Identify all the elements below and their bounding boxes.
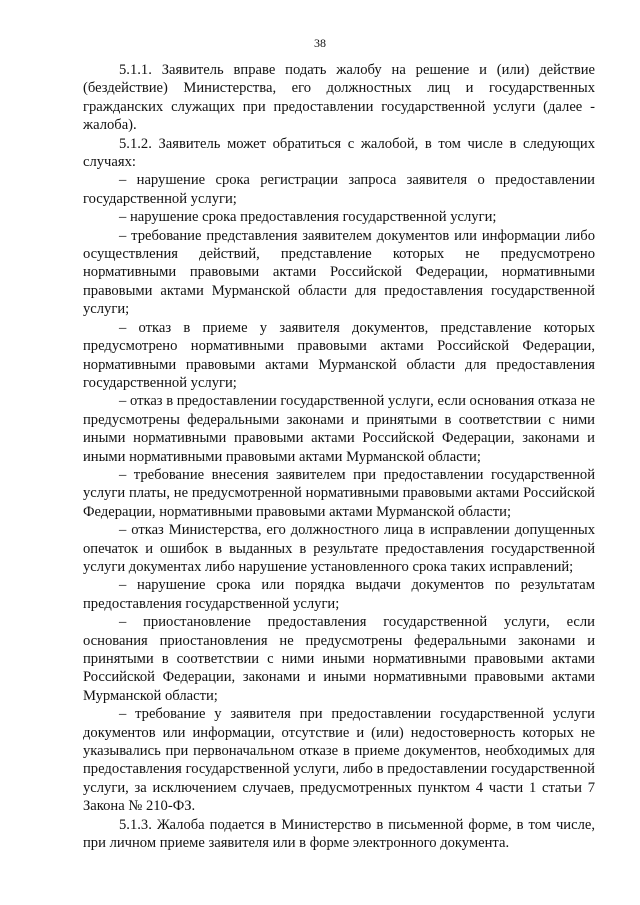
page-number: 38 [314, 36, 326, 50]
paragraph-5-1-3: 5.1.3. Жалоба подается в Министерство в письменной форме, в том числе, при личном приеме заявителя или в форме электронного документа. [83, 816, 595, 852]
list-item: – нарушение срока или порядка выдачи документов по результатам предоставления государственной услуги; [83, 577, 595, 612]
list-item: – отказ в предоставлении государственной услуги, если основания отказа не предусмотрены федеральными законами и принятыми в соответствии с ними иными нормативными правовыми актами Российской Федерации, законами и иными нормативными правовыми актами Мурманской области; [83, 393, 595, 465]
paragraph-5-1-1: 5.1.1. Заявитель вправе подать жалобу на решение и (или) действие (бездействие) Министерства, его должностных лиц и государственных гражданских служащих при предоставлении государственной услуги (далее - жалоба). [83, 62, 595, 134]
document-body [83, 61, 595, 852]
list-item: – требование представления заявителем документов или информации либо осуществления действий, представление которых не предусмотрено нормативными правовыми актами Российской Федерации, нормативными правовыми актами Мурманской области для предоставления государственной услуги; [83, 227, 595, 318]
list-item: – отказ в приеме у заявителя документов, представление которых предусмотрено нормативными правовыми актами Российской Федерации, нормативными правовыми актами Мурманской области для предоставления государственной услуги; [83, 319, 595, 391]
list-item: – нарушение срока регистрации запроса заявителя о предоставлении государственной услуги; [83, 172, 595, 207]
list-item: – требование у заявителя при предоставлении государственной услуги документов или информации, отсутствие и (или) недостоверность которых не указывались при первоначальном отказе в приеме документов, необходимых для предоставления государственной услуги, либо в предоставлении государственной услуги, за исключением случаев, предусмотренных пунктом 4 части 1 статьи 7 Закона № 210-ФЗ. [83, 706, 595, 815]
list-item: – нарушение срока предоставления государственной услуги; [119, 209, 497, 226]
paragraph-5-1-2: 5.1.2. Заявитель может обратиться с жалобой, в том числе в следующих случаях: [83, 135, 595, 171]
list-item: – приостановление предоставления государственной услуги, если основания приостановления не предусмотрены федеральными законами и принятыми в соответствии с ними иными нормативными правовыми актами Российской Федерации, законами и иными нормативными правовыми актами Мурманской области; [83, 614, 595, 704]
list-item: – требование внесения заявителем при предоставлении государственной услуги платы, не предусмотренной нормативными правовыми актами Российской Федерации, нормативными правовыми актами Мурманской области; [83, 466, 595, 520]
list-item: – отказ Министерства, его должностного лица в исправлении допущенных опечаток и ошибок в выданных в результате предоставления государственной услуги документах либо нарушение установленного срока таких исправлений; [83, 522, 595, 575]
